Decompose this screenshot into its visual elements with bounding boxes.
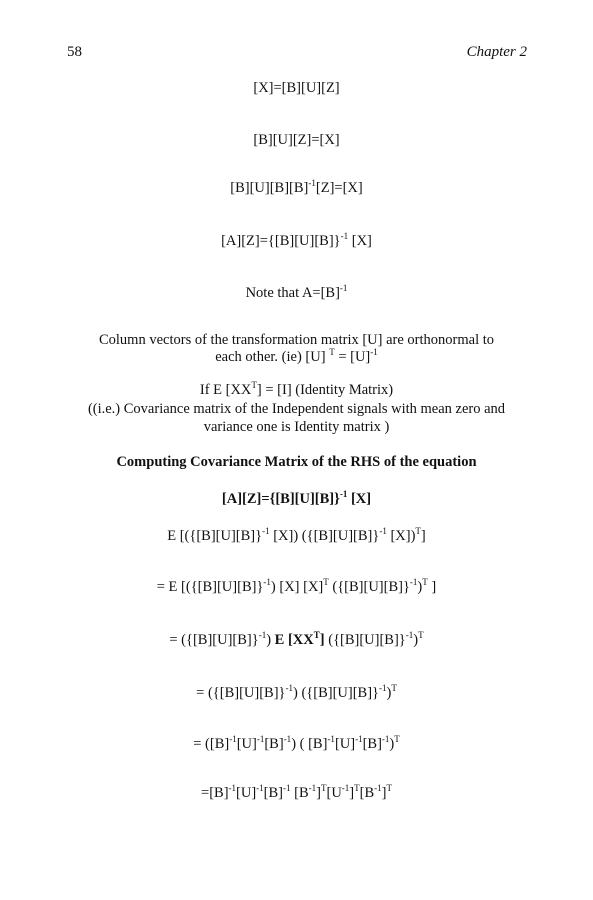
eq9-text-c: [B] [264, 736, 284, 752]
bold-eq-text-b: [X] [347, 491, 372, 507]
eq6-sup-2: T [323, 577, 329, 587]
eq8-text-b: ) ({[B][U][B]} [293, 685, 379, 701]
eq5-sup-1: -1 [262, 526, 270, 536]
eq9-text-b: [U] [236, 736, 257, 752]
equation-6 [0, 579, 593, 596]
eq10-text-h: [B [359, 785, 375, 801]
page-number: 58 [67, 44, 82, 60]
note-line [0, 285, 593, 302]
eq10-text-g: ] [349, 785, 355, 801]
eq6-text-d: ) [417, 579, 423, 595]
identity-line-1 [0, 382, 593, 399]
eq10-text-d: [B [290, 785, 309, 801]
eq10-text-e: ] [316, 785, 321, 801]
eq5-sup-2: -1 [379, 526, 387, 536]
eq8-text-a: = ({[B][U][B]} [196, 685, 286, 701]
section-heading: Computing Covariance Matrix of the RHS of the equation [116, 454, 477, 470]
eq7-text-a: = ({[B][U][B]} [169, 632, 259, 648]
ortho-text-a: each other. (ie) [U] [215, 349, 330, 365]
eq4-sup-1: -1 [340, 231, 349, 241]
eq7-sup-3: -1 [405, 630, 414, 640]
equation-7 [0, 632, 593, 649]
eq9-sup-6: -1 [381, 734, 390, 744]
eq3-text-a: [B][U][B][B] [230, 180, 309, 196]
ortho-sup-2: -1 [370, 347, 378, 357]
identity-text-a: If E [XX [199, 382, 252, 398]
eq9-text-a: = ([B] [193, 736, 230, 752]
equation-3 [0, 180, 593, 197]
identity-line-3: variance one is Identity matrix ) [203, 419, 390, 435]
eq9-text-d: ) ( [B] [291, 736, 328, 752]
eq6-sup-1: -1 [263, 577, 271, 587]
equation-1: [X]=[B][U][Z] [253, 80, 340, 96]
identity-line-2: ((i.e.) Covariance matrix of the Independent signals with mean zero and [87, 401, 506, 417]
eq3-sup-1: -1 [308, 178, 316, 188]
eq7-text-d: ) [413, 632, 419, 648]
eq7-bold-1: E [XX [274, 632, 314, 648]
equation-2: [B][U][Z]=[X] [253, 132, 340, 148]
eq4-text-a: [A][Z]={[B][U][B]} [221, 233, 341, 249]
ortho-text-b: = [U] [334, 349, 371, 365]
eq5-text-d: ] [420, 528, 426, 544]
equation-10 [0, 785, 593, 802]
eq5-text-c: [X]) [386, 528, 416, 544]
eq10-sup-4: -1 [308, 783, 317, 793]
eq8-text-c: ) [386, 685, 392, 701]
eq6-text-b: ) [X] [X] [270, 579, 324, 595]
eq7-sup-2: T [313, 630, 320, 640]
eq9-text-g: ) [389, 736, 395, 752]
eq10-sup-2: -1 [256, 783, 264, 793]
eq6-sup-3: -1 [409, 577, 418, 587]
eq6-text-a: = E [({[B][U][B]} [156, 579, 264, 595]
eq9-text-e: [U] [334, 736, 356, 752]
eq5-sup-3: T [415, 526, 421, 536]
eq9-sup-4: -1 [327, 734, 335, 744]
eq7-sup-1: -1 [258, 630, 267, 640]
eq10-sup-8: -1 [374, 783, 382, 793]
eq10-text-b: [U] [236, 785, 257, 801]
eq9-text-f: [B] [362, 736, 382, 752]
eq6-text-e: ] [427, 579, 437, 595]
ortho-line-2 [0, 349, 593, 366]
eq5-text-a: E [({[B][U][B]} [167, 528, 263, 544]
eq8-sup-2: -1 [379, 683, 387, 693]
eq10-sup-9: T [386, 783, 392, 793]
eq10-sup-3: -1 [283, 783, 291, 793]
bold-equation [0, 491, 593, 508]
equation-9 [0, 736, 593, 753]
identity-sup-1: T [251, 380, 257, 390]
equation-4 [0, 233, 593, 250]
note-text: Note that A=[B] [245, 285, 340, 301]
eq9-sup-5: -1 [355, 734, 363, 744]
ortho-sup-1: T [329, 347, 335, 357]
eq8-sup-1: -1 [285, 683, 293, 693]
eq9-sup-1: -1 [229, 734, 237, 744]
ortho-line-1: Column vectors of the transformation matrix [U] are orthonormal to [98, 332, 495, 348]
identity-text-b: ] = [I] (Identity Matrix) [256, 382, 394, 398]
eq4-text-b: [X] [348, 233, 372, 249]
eq7-sup-4: T [418, 630, 424, 640]
equation-8 [0, 685, 593, 702]
eq6-text-c: ({[B][U][B]} [328, 579, 410, 595]
eq8-sup-3: T [391, 683, 397, 693]
eq7-text-b: ) [266, 632, 275, 648]
eq10-sup-1: -1 [228, 783, 237, 793]
eq10-sup-7: T [354, 783, 360, 793]
eq10-text-f: [U [326, 785, 342, 801]
note-sup-1: -1 [339, 283, 348, 293]
eq7-text-c: ({[B][U][B]} [324, 632, 406, 648]
eq9-sup-2: -1 [256, 734, 265, 744]
chapter-title: Chapter 2 [466, 44, 527, 60]
bold-eq-text-a: [A][Z]={[B][U][B]} [221, 491, 340, 507]
eq10-text-c: [B] [263, 785, 284, 801]
eq3-text-b: [Z]=[X] [315, 180, 363, 196]
eq10-text-a: =[B] [201, 785, 229, 801]
eq10-sup-6: -1 [341, 783, 350, 793]
eq10-sup-5: T [320, 783, 327, 793]
eq9-sup-3: -1 [283, 734, 292, 744]
eq10-text-i: ] [381, 785, 387, 801]
eq5-text-b: [X]) ({[B][U][B]} [269, 528, 380, 544]
eq7-bold-2: ] [319, 632, 325, 648]
bold-eq-sup-1: -1 [339, 489, 348, 499]
eq6-sup-4: T [422, 577, 428, 587]
eq9-sup-7: T [394, 734, 400, 744]
equation-5 [0, 528, 593, 545]
